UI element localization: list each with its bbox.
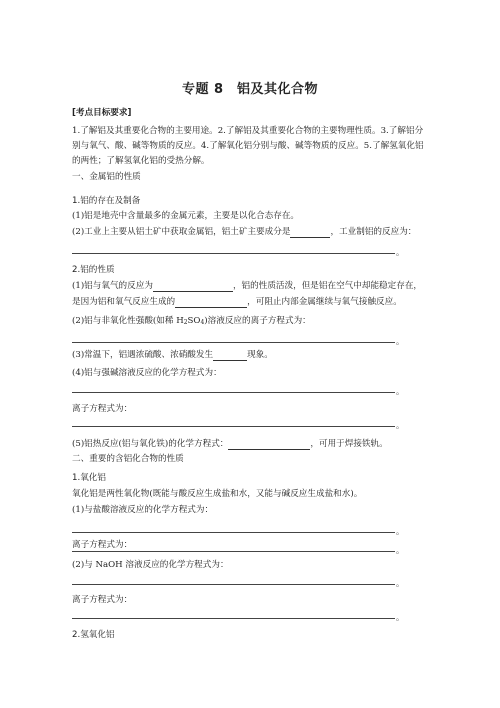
ion-equation-label: 离子方程式为： — [72, 540, 133, 550]
answer-line[interactable] — [72, 392, 395, 393]
period-mark: 。 — [396, 387, 404, 396]
question-text: (2)与 NaOH 溶液反应的化学方程式为： — [72, 560, 229, 570]
question-text: (1)铝与氧气的反应为 ，铝的性质活泼，但是铝在空气中却能稳定存在， — [72, 281, 423, 291]
section-heading: 一、金属铝的性质 — [72, 172, 141, 182]
answer-line[interactable] — [72, 532, 395, 533]
answer-line[interactable] — [72, 551, 395, 552]
page-title: 专题 8 铝及其化合物 — [181, 82, 319, 97]
period-mark: 。 — [396, 579, 404, 588]
question-text: 氧化铝是两性氧化物(既能与酸反应生成盐和水，又能与碱反应生成盐和水)。 — [72, 489, 363, 499]
period-mark: 。 — [396, 337, 404, 346]
answer-line[interactable] — [72, 342, 395, 343]
question-text: (2)工业上主要从铝土矿中获取金属铝，铝土矿主要成分是 ，工业制铝的反应为： — [72, 227, 417, 237]
answer-line[interactable] — [72, 253, 395, 254]
answer-line[interactable] — [72, 584, 395, 585]
question-text: (5)铝热反应(铝与氧化铁)的化学方程式： ，可用于焊接铁轨。 — [72, 439, 388, 449]
fill-blank[interactable] — [175, 298, 247, 308]
period-mark: 。 — [396, 546, 404, 555]
subsection-heading: 1.铝的存在及制备 — [72, 196, 141, 206]
fill-blank[interactable] — [290, 228, 330, 238]
question-text: (4)铝与强碱溶液反应的化学方程式为： — [72, 368, 222, 378]
fill-blank[interactable] — [153, 282, 233, 292]
section-heading: 二、重要的含铝化合物的性质 — [72, 454, 184, 464]
period-mark: 。 — [396, 248, 404, 257]
question-text: 是因为铝和氧气反应生成的 ，可阻止内部金属继续与氧气接触反应。 — [72, 297, 402, 307]
fill-blank[interactable] — [228, 440, 310, 450]
fill-blank[interactable] — [213, 351, 247, 361]
ion-equation-label: 离子方程式为： — [72, 595, 133, 605]
period-mark: 。 — [396, 527, 404, 536]
subsection-heading: 1.氧化铝 — [72, 473, 106, 483]
ion-equation-label: 离子方程式为： — [72, 404, 133, 414]
question-text: (3)常温下，铝遇浓硫酸、浓硝酸发生 现象。 — [72, 350, 273, 360]
answer-line[interactable] — [72, 426, 395, 427]
period-mark: 。 — [396, 613, 404, 622]
objectives-line: 别与氧气、酸、碱等物质的反应。4.了解氧化铝分别与酸、碱等物质的反应。5.了解氢氧化铝 — [72, 141, 424, 151]
objectives-heading: [考点目标要求] — [72, 108, 132, 118]
subsection-heading: 2.铝的性质 — [72, 265, 115, 275]
objectives-line: 1.了解铝及其重要化合物的主要用途。2.了解铝及其重要化合物的主要物理性质。3.了解铝分 — [72, 126, 424, 136]
period-mark: 。 — [396, 421, 404, 430]
subsection-heading: 2.氢氧化铝 — [72, 630, 115, 640]
answer-line[interactable] — [72, 618, 395, 619]
objectives-line: 的两性；了解氢氧化铝的受热分解。 — [72, 156, 210, 166]
question-text: (1)铝是地壳中含量最多的金属元素，主要是以化合态存在。 — [72, 211, 300, 221]
question-text: (1)与盐酸溶液反应的化学方程式为： — [72, 505, 214, 515]
question-text: (2)铝与非氧化性强酸(如稀 $H_2SO_4$)溶液反应的离子方程式为： — [72, 316, 311, 326]
